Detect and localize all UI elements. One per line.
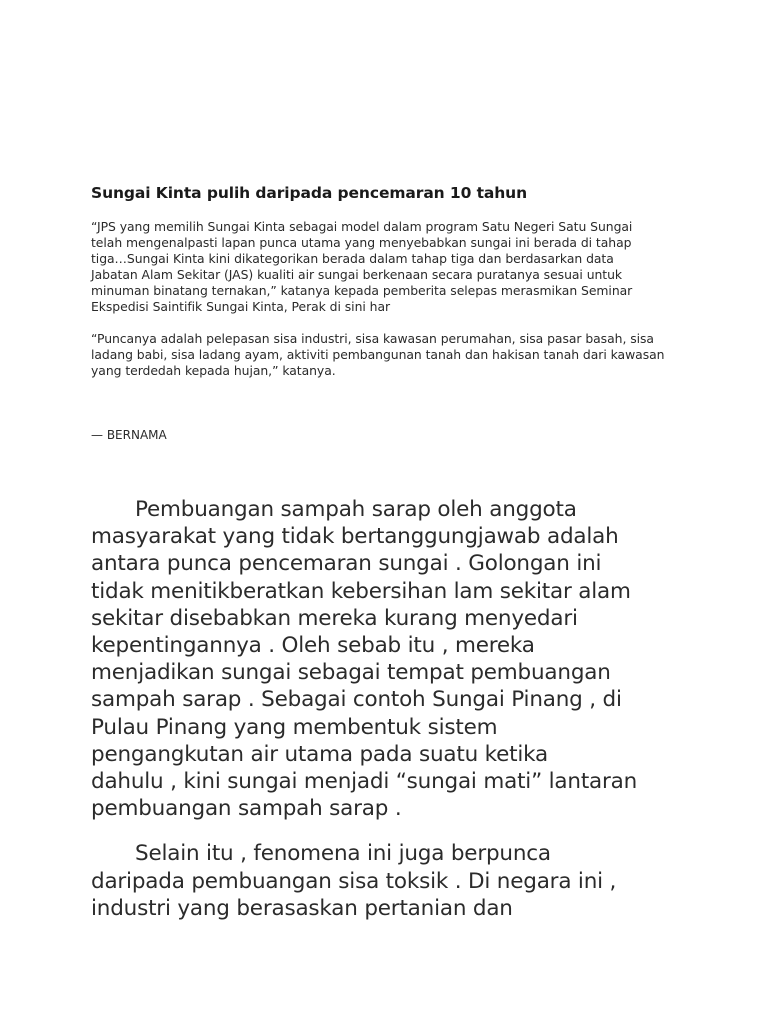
news-article bbox=[91, 181, 691, 443]
article-paragraph-1 bbox=[91, 219, 691, 315]
article-title: Sungai Kinta pulih daripada pencemaran 10 tahun bbox=[91, 184, 528, 202]
article-line: Jabatan Alam Sekitar (JAS) kualiti air sungai berkenaan secara puratanya sesuai untuk bbox=[91, 267, 623, 282]
article-line: minuman binatang ternakan,” katanya kepada pemberita selepas merasmikan Seminar bbox=[91, 283, 633, 298]
article-line: yang terdedah kepada hujan,” katanya. bbox=[91, 363, 336, 378]
essay-line: masyarakat yang tidak bertanggungjawab adalah bbox=[91, 524, 619, 550]
essay-line: sekitar disebabkan mereka kurang menyedari bbox=[91, 605, 578, 631]
essay-paragraph-2 bbox=[91, 840, 691, 922]
essay-line: antara punca pencemaran sungai . Golongan ini bbox=[91, 551, 602, 577]
essay-line bbox=[91, 496, 691, 523]
essay-line-text: Selain itu , fenomena ini juga berpunca bbox=[135, 841, 551, 867]
essay-line-text: Pembuangan sampah sarap oleh anggota bbox=[135, 497, 577, 522]
article-source: — BERNAMA bbox=[91, 428, 167, 442]
article-line: telah mengenalpasti lapan punca utama yang menyebabkan sungai ini berada di tahap bbox=[91, 235, 632, 250]
essay-line: daripada pembuangan sisa toksik . Di negara ini , bbox=[91, 868, 617, 894]
essay-paragraph-1 bbox=[91, 496, 691, 822]
essay-line: Pulau Pinang yang membentuk sistem bbox=[91, 714, 498, 740]
essay-line: industri yang berasaskan pertanian dan bbox=[91, 895, 513, 921]
essay-body bbox=[91, 496, 691, 922]
article-line: tiga…Sungai Kinta kini dikategorikan berada dalam tahap tiga dan berdasarkan data bbox=[91, 251, 614, 266]
essay-line bbox=[91, 840, 691, 867]
article-line: ladang babi, sisa ladang ayam, aktiviti pembangunan tanah dan hakisan tanah dari kawasan bbox=[91, 347, 665, 362]
essay-line: tidak menitikberatkan kebersihan lam sekitar alam bbox=[91, 578, 631, 604]
essay-line: menjadikan sungai sebagai tempat pembuangan bbox=[91, 660, 611, 686]
article-paragraph-2 bbox=[91, 331, 691, 379]
essay-line: pembuangan sampah sarap . bbox=[91, 796, 402, 822]
article-line: Ekspedisi Saintifik Sungai Kinta, Perak di sini har bbox=[91, 299, 391, 314]
essay-line: dahulu , kini sungai menjadi “sungai mati” lantaran bbox=[91, 769, 638, 795]
article-line: “Puncanya adalah pelepasan sisa industri, sisa kawasan perumahan, sisa pasar basah, sisa bbox=[91, 331, 654, 346]
article-line: “JPS yang memilih Sungai Kinta sebagai model dalam program Satu Negeri Satu Sungai bbox=[91, 219, 633, 234]
essay-line: pengangkutan air utama pada suatu ketika bbox=[91, 741, 549, 767]
essay-line: sampah sarap . Sebagai contoh Sungai Pinang , di bbox=[91, 687, 622, 713]
essay-line: kepentingannya . Oleh sebab itu , mereka bbox=[91, 633, 535, 659]
